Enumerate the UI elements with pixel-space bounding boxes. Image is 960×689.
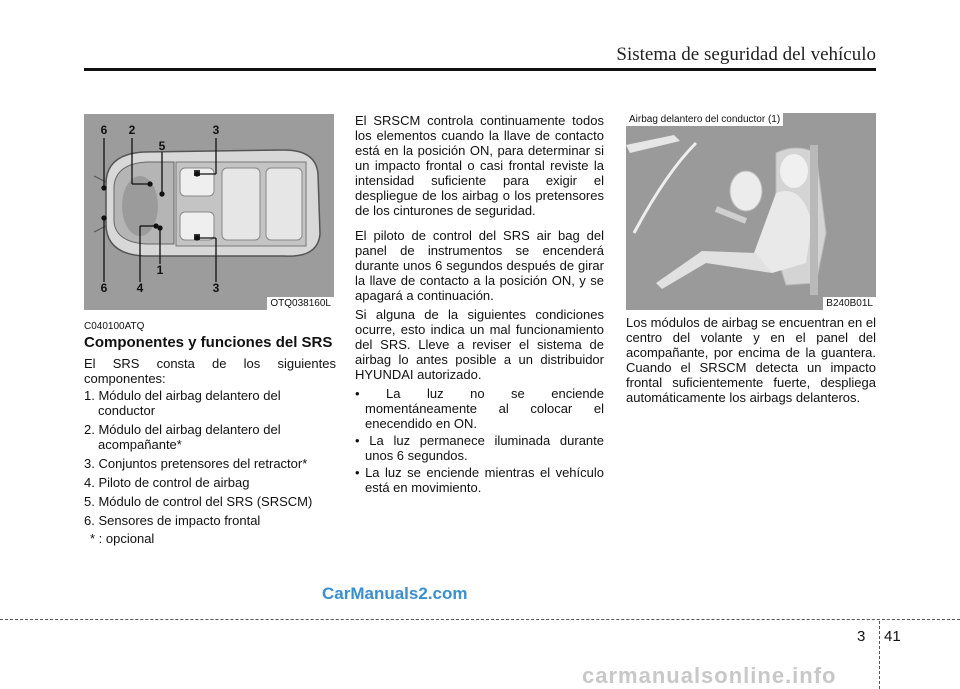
driver-airbag-figure bbox=[626, 113, 876, 310]
marker-6-bottom: 6 bbox=[100, 281, 108, 295]
figure-right-caption: Airbag delantero del conductor (1) bbox=[626, 113, 783, 126]
bullet-text: La luz no se enciende momentáneamente al colocar el enecendido en ON. bbox=[365, 386, 605, 431]
section-intro: El SRS consta de los siguientes componentes: bbox=[84, 356, 336, 386]
component-list bbox=[84, 388, 336, 546]
figure-left-code: OTQ038160L bbox=[267, 297, 334, 310]
list-item: 1. Módulo del airbag delantero del conductor bbox=[84, 388, 281, 418]
list-item: 5. Módulo de control del SRS (SRSCM) bbox=[84, 494, 313, 509]
section-code: C040100ATQ bbox=[84, 321, 145, 332]
bullet-item: • La luz se enciende mientras el vehículo está en movimiento. bbox=[355, 465, 604, 495]
bullet-item: • La luz permanece iluminada durante unos 6 segundos. bbox=[355, 433, 604, 463]
car-airbag-diagram bbox=[84, 114, 334, 310]
bullet-item: • La luz no se enciende momentáneamente al colocar el enecendido en ON. bbox=[355, 386, 605, 431]
list-item: 3. Conjuntos pretensores del retractor* bbox=[84, 456, 308, 471]
marker-3-top: 3 bbox=[212, 123, 220, 137]
footer-divider bbox=[0, 619, 960, 620]
list-item: 2. Módulo del airbag delantero del acompañante* bbox=[84, 422, 281, 452]
bullet-text: La luz se enciende mientras el vehículo está en movimiento. bbox=[365, 465, 604, 495]
marker-1: 1 bbox=[156, 263, 164, 277]
page-header-title: Sistema de seguridad del vehículo bbox=[616, 44, 876, 65]
marker-2: 2 bbox=[128, 123, 136, 137]
section-number: 3 bbox=[857, 628, 866, 645]
section-title: Componentes y funciones del SRS bbox=[84, 334, 333, 351]
paragraph-srscm: El SRSCM controla continuamente todos los elementos cuando la llave de contacto está en la posición ON, para determinar si un impacto frontal o casi frontal reviste la intensidad suficiente para exigir el despliegue de los airbag o los pretensores de los cinturones de seguridad. bbox=[355, 113, 604, 218]
bullet-text: La luz permanece iluminada durante unos 6 segundos. bbox=[365, 433, 604, 463]
page-number: 41 bbox=[884, 628, 901, 645]
middle-column bbox=[355, 113, 604, 495]
list-item: 6. Sensores de impacto frontal bbox=[84, 513, 261, 528]
paragraph-airbag-modules: Los módulos de airbag se encuentran en el centro del volante y en el panel del acompañante, por encima de la guantera. Cuando el SRSCM detecta un impacto frontal suficientemente fuerte, despliega automáticamente los airbags delanteros. bbox=[626, 315, 876, 405]
marker-4: 4 bbox=[136, 281, 144, 295]
figure-right-code: B240B01L bbox=[823, 297, 876, 310]
paragraph-warning-light: El piloto de control del SRS air bag del panel de instrumentos se encenderá durante unos 6 segundos después de girar la llave de contacto a la posición ON, y se apagará a continuación. bbox=[355, 228, 604, 303]
optional-note: * : opcional bbox=[90, 531, 155, 546]
footer-vertical-divider bbox=[879, 621, 880, 689]
marker-3-bottom: 3 bbox=[212, 281, 220, 295]
header-rule bbox=[84, 68, 876, 71]
watermark-carmanuals2: CarManuals2.com bbox=[322, 584, 468, 603]
paragraph-malfunction: Si alguna de la siguientes condiciones ocurre, esto indica un mal funcionamiento del SRS. Lleve a reviser el sistema de airbag lo antes posible a un distribuidor HYUNDAI autorizado. bbox=[355, 307, 604, 382]
driver-airbag-illustration bbox=[626, 113, 876, 310]
watermark-carmanualsonline: carmanualsonline.info bbox=[582, 663, 837, 688]
list-item: 4. Piloto de control de airbag bbox=[84, 475, 250, 490]
marker-6-top: 6 bbox=[100, 123, 108, 137]
marker-5: 5 bbox=[158, 139, 166, 153]
